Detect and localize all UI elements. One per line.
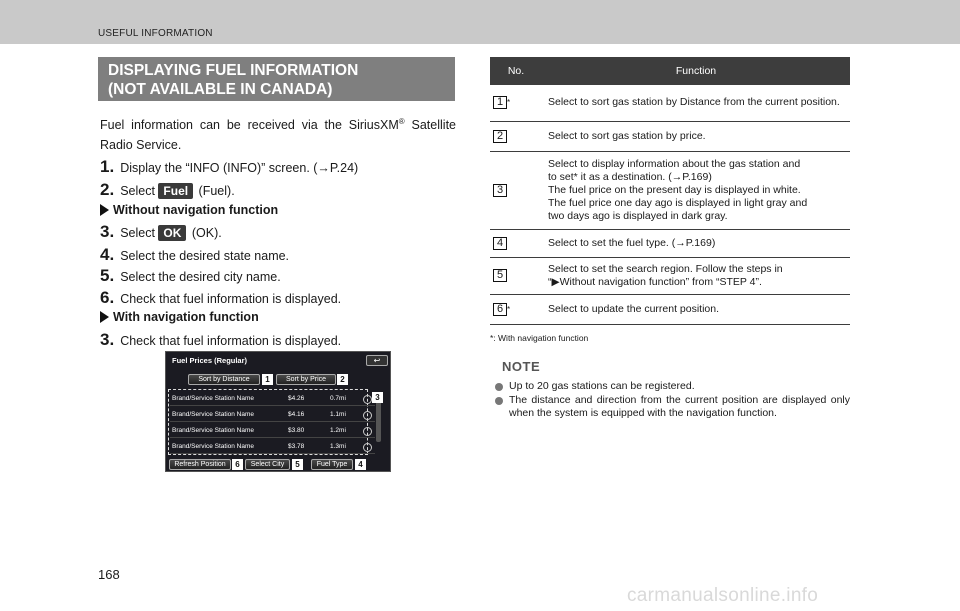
row-number-cell — [490, 151, 542, 229]
sort-by-price-button[interactable]: Sort by Price — [276, 374, 336, 385]
page-number: 168 — [98, 567, 120, 582]
callout-badge-5: 5 — [292, 459, 303, 470]
number-box: 2 — [493, 130, 507, 143]
station-name: Brand/Service Station Name — [172, 395, 255, 402]
function-line: “▶Without navigation function” from “STEP 4”. — [548, 275, 762, 288]
fuel-key-icon: Fuel — [158, 183, 193, 199]
function-line: Select to set the search region. Follow the steps in — [548, 262, 783, 275]
station-name: Brand/Service Station Name — [172, 411, 255, 418]
step-text: (OK). — [188, 226, 222, 240]
column-header-no: No. — [490, 57, 542, 85]
step-number: 5. — [100, 266, 115, 285]
station-row[interactable] — [170, 392, 375, 406]
station-row[interactable] — [170, 440, 375, 454]
station-distance: 1.3mi — [330, 443, 346, 450]
refresh-position-button[interactable]: Refresh Position — [169, 459, 231, 470]
station-distance: 1.1mi — [330, 411, 346, 418]
step-number: 4. — [100, 245, 115, 264]
station-price: $4.26 — [288, 395, 305, 402]
station-distance: 1.2mi — [330, 427, 346, 434]
number-box: 4 — [493, 237, 507, 250]
header-bar — [0, 0, 960, 44]
station-name: Brand/Service Station Name — [172, 443, 255, 450]
screen-title: Fuel Prices (Regular) — [172, 356, 248, 365]
intro-text-b: Satellite Radio Service. — [100, 118, 456, 153]
column-header-function: Function — [542, 57, 850, 85]
row-number-cell — [490, 294, 542, 324]
step-3-with-nav — [100, 330, 341, 350]
table-row — [490, 294, 850, 324]
direction-icon — [363, 443, 372, 452]
table-row — [490, 121, 850, 151]
step-text: Check that fuel information is displayed. — [120, 334, 342, 348]
triangle-right-icon — [100, 204, 109, 216]
section-header: USEFUL INFORMATION — [98, 28, 213, 39]
section-title — [98, 57, 455, 101]
step-text: Select the desired state name. — [120, 249, 290, 263]
step-1 — [100, 157, 358, 177]
function-cell: Select to sort gas station by price. — [542, 121, 850, 151]
intro-text-a: Fuel information can be received via the SiriusXM — [100, 118, 399, 133]
step-text: Select — [120, 184, 159, 198]
step-text: Display the “INFO (INFO)” screen. (→P.24) — [120, 161, 359, 175]
triangle-right-icon — [100, 311, 109, 323]
step-number: 1. — [100, 157, 115, 176]
footnote-star: * — [507, 304, 511, 314]
step-5 — [100, 266, 281, 286]
note-heading: NOTE — [502, 359, 541, 374]
function-line: Select to display information about the gas station and — [548, 157, 801, 170]
subheading-text: Without navigation function — [113, 203, 279, 217]
station-price: $3.80 — [288, 427, 305, 434]
note-item: The distance and direction from the current position are displayed only when the system is equipped with the navigation function. — [494, 394, 850, 421]
table-row — [490, 85, 850, 121]
select-city-button[interactable]: Select City — [245, 459, 290, 470]
subheading-text: With navigation function — [113, 310, 259, 324]
function-cell: Select to update the current position. — [542, 294, 850, 324]
station-price: $4.16 — [288, 411, 305, 418]
note-list — [494, 380, 850, 421]
step-number: 2. — [100, 180, 115, 199]
footnote-star: * — [507, 98, 511, 108]
fuel-prices-screenshot — [165, 351, 391, 472]
table-row — [490, 229, 850, 257]
step-text: Select the desired city name. — [120, 270, 281, 284]
step-number: 6. — [100, 288, 115, 307]
watermark: carmanualsonline.info — [627, 585, 819, 606]
station-distance: 0.7mi — [330, 395, 346, 402]
fuel-type-button[interactable]: Fuel Type — [311, 459, 353, 470]
function-table — [490, 57, 850, 325]
row-number-cell — [490, 121, 542, 151]
section-title-line1: DISPLAYING FUEL INFORMATION — [108, 62, 359, 79]
row-number-cell — [490, 85, 542, 121]
function-line: The fuel price on the present day is displayed in white. — [548, 183, 801, 196]
step-4 — [100, 245, 289, 265]
intro-paragraph — [100, 112, 456, 155]
step-3-without-nav — [100, 222, 222, 242]
direction-icon — [363, 427, 372, 436]
section-title-line2: (NOT AVAILABLE IN CANADA) — [108, 81, 333, 98]
function-cell — [542, 257, 850, 294]
step-number: 3. — [100, 330, 115, 349]
function-cell — [542, 151, 850, 229]
subheading-without-nav — [100, 203, 278, 217]
callout-badge-4: 4 — [355, 459, 366, 470]
function-line: to set* it as a destination. (→P.169) — [548, 170, 712, 183]
table-row — [490, 257, 850, 294]
note-item: Up to 20 gas stations can be registered. — [494, 380, 850, 394]
station-row[interactable] — [170, 424, 375, 438]
table-row — [490, 151, 850, 229]
row-number-cell — [490, 229, 542, 257]
step-text: Select — [120, 226, 159, 240]
step-6 — [100, 288, 341, 308]
sort-by-distance-button[interactable]: Sort by Distance — [188, 374, 260, 385]
callout-badge-1: 1 — [262, 374, 273, 385]
row-number-cell — [490, 257, 542, 294]
step-text: (Fuel). — [195, 184, 235, 198]
callout-badge-6: 6 — [232, 459, 243, 470]
back-icon[interactable]: ↩ — [366, 355, 388, 366]
number-box: 5 — [493, 269, 507, 282]
subheading-with-nav — [100, 310, 259, 324]
station-price: $3.78 — [288, 443, 305, 450]
number-box: 1 — [493, 96, 507, 109]
station-name: Brand/Service Station Name — [172, 427, 255, 434]
function-line: The fuel price one day ago is displayed in light gray and — [548, 196, 808, 209]
step-number: 3. — [100, 222, 115, 241]
ok-key-icon: OK — [158, 225, 186, 241]
direction-icon — [363, 411, 372, 420]
function-line: two days ago is displayed in dark gray. — [548, 209, 728, 222]
step-2 — [100, 180, 235, 200]
registered-mark: ® — [398, 117, 405, 126]
station-row[interactable] — [170, 408, 375, 422]
footnote: *: With navigation function — [490, 333, 589, 343]
number-box: 6 — [493, 303, 507, 316]
callout-badge-2: 2 — [337, 374, 348, 385]
callout-badge-3: 3 — [372, 392, 383, 403]
step-text: Check that fuel information is displayed. — [120, 292, 342, 306]
number-box: 3 — [493, 184, 507, 197]
function-cell: Select to sort gas station by Distance from the current position. — [542, 85, 850, 121]
direction-icon — [363, 395, 372, 404]
function-cell: Select to set the fuel type. (→P.169) — [542, 229, 850, 257]
table-header-row — [490, 57, 850, 85]
